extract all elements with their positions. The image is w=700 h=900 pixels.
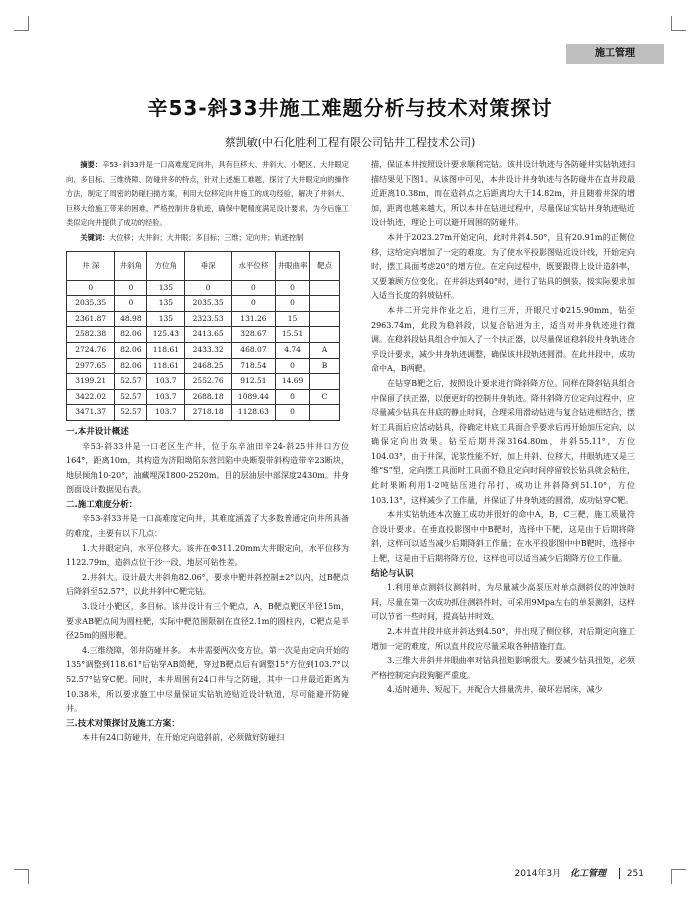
cell-displacement: 912.51 (231, 374, 275, 390)
cell-dogleg: 0 (276, 358, 310, 374)
keywords (66, 231, 349, 246)
header-depth: 井 深 (67, 251, 115, 280)
footer-date: 2014年3月 (514, 869, 562, 879)
table-row (67, 405, 340, 421)
paragraph-drop-section: 在钻穿B靶之后，按照设计要求进行降斜降方位。同样在降斜钻具组合中保留了扶正器，以便更好的控制井身轨迹。降井斜降方位定向过程中，应尽量减少钻具在井底的静止时间，合理采用滑动钻进与复合钻进相结合，摆好工具面后应活动钻具，待确定井底工具面合乎要求后再开始加压定向，以确保定向出效果。钻至后期井深3164.80m，井斜55.11°，方位104.03°，由于井深，泥浆性能不好，加上井斜、位移大，井眼轨迹又是三维“S”型，定向摆工具面时工具面不稳且定向时间停留较长钻具就会粘住，此时果断利用1-2吨钻压进行吊打，成功让井斜降到51.10°，方位103.13°，这样减少了工作量，并保证了井身轨迹的圆滑，成功钻穿C靶。 (371, 378, 635, 505)
table-row (67, 327, 340, 343)
cell-dogleg: 0 (276, 405, 310, 421)
right-column (371, 158, 635, 698)
cell-depth: 2582.38 (67, 327, 115, 343)
cell-displacement: 0 (231, 296, 275, 312)
keywords-text: 大位移；大井斜；大井眼；多目标；三维；定向井；轨迹控制 (109, 232, 304, 242)
cell-depth: 3422.02 (67, 389, 115, 405)
paragraph-kickoff: 本井于2023.27m开始定向，此时井斜4.50°，且有20.91m的正侧位移，这给定向增加了一定的难度。为了使水平投影图贴近设计线，开始定向时，摆工具面考虑20°的增方位。在定向过程中，既要跟得上设计造斜率，又要兼顾方位变化。在井斜达到40°时，进行了钻具的倒装，按实际要求加入适当长度的斜坡钻杆。 (371, 232, 635, 301)
table-row (67, 389, 340, 405)
cell-tvd: 2035.35 (185, 296, 231, 312)
paragraph-difficulty-3: 3.设计小靶区，多目标。该井设计有三个靶点，A，B靶点靶区半径15m，要求AB靶点间为圆柱靶，实际中靶范围限制在直径2.1m的圆柱内，C靶点是半径25m的圆形靶。 (66, 602, 349, 641)
heading-difficulty: 二.施工难度分析： (66, 499, 138, 510)
cell-target (310, 374, 340, 390)
section-tab: 施工管理 (566, 44, 664, 64)
paragraph-design-overview: 辛53-斜33井是一口老区生产井，位于东辛油田辛24-斜25井井口方位 164°，距离10m，其构造为济阳坳陷东营凹陷中央断裂带斜构造带辛23断块，地层倾角10-20°，油藏埋深1800-2520m。目的层油层中部深度2430m。井身剖面设计数据见右表。 (66, 441, 349, 495)
cell-displacement: 468.07 (231, 342, 275, 358)
cell-dogleg: 15 (276, 311, 310, 327)
paragraph-conclusion-3: 3.三维大井斜井井眼曲率对钻具扭矩影响很大。要减少钻具扭矩，必须严格控制定向段狗腿严重度。 (371, 656, 635, 680)
cell-target (310, 280, 340, 296)
cell-tvd: 2552.76 (185, 374, 231, 390)
cell-displacement: 131.26 (231, 311, 275, 327)
paragraph-scan-continued: 描，保证本井按照设计要求顺利完钻。该井设计轨迹与各防碰井实钻轨迹扫描结果见下图1。从该图中可见，本井设计井身轨迹与各防碰井在直井段最近距离10.38m，而在造斜点之后距离均大于14.82m，并且随着井深的增加，距离也越来越大，所以本井在钻进过程中，尽量保证实钻井身轨迹贴近设计轨迹，理论上可以避开周围的防碰井。 (371, 160, 635, 228)
cell-dogleg: 4.74 (276, 342, 310, 358)
abstract-text: 辛53-斜33井是一口高难度定向井，具有巨移大、井斜大、小靶区、大井眼定向、多目标、三维绕障、防碰井多的特点，针对上述施工难题，探讨了大井眼定向的操作方法，制定了周密的防碰扫描方案，利用大位移定向井施工的成功经验，解决了井斜大、巨移大给施工带来的困难，严格控制井身轨迹，确保中靶精度满足设计要求，为今后施工类似定向井提供了成功的经验。 (66, 160, 349, 228)
paragraph-difficulty-2: 2.井斜大。设计最大井斜角82.06°，要求中靶井斜控制±2°以内，过B靶点后降斜至52.57°，以此井斜中C靶完钻。 (66, 572, 349, 597)
footer-magazine-name: 化工管理 (570, 869, 607, 879)
cell-target: B (310, 358, 340, 374)
cell-inclination: 0 (115, 280, 147, 296)
article-title: 辛53-斜33井施工难题分析与技术对策探讨 (147, 96, 553, 120)
paragraph-conclusion-1: 1.利用单点测斜仪测斜时，为尽量减少高泵压对单点测斜仪的冲蚀时间，尽量在第一次成功抓住测斜件时，可采用9Mpa左右的单泵测斜，这样可以节省一些时间，提高钻井时效。 (371, 583, 635, 622)
footer-page-number: 251 (626, 869, 644, 879)
crop-mark-top-right (671, 16, 686, 31)
paragraph-conclusion-4: 4.适时通井、短起下，并配合大排量洗井，破坏岩屑床，减少 (387, 685, 603, 695)
cell-azimuth: 103.7 (147, 374, 185, 390)
crop-mark-bottom-right (671, 869, 686, 884)
cell-azimuth: 118.61 (147, 358, 185, 374)
cell-target: A (310, 342, 340, 358)
cell-target (310, 296, 340, 312)
header-displacement: 水平位移 (231, 251, 275, 280)
header-dogleg: 井眼曲率 (276, 251, 310, 280)
cell-azimuth: 103.7 (147, 405, 185, 421)
cell-tvd: 0 (185, 280, 231, 296)
cell-target: C (310, 389, 340, 405)
heading-countermeasures: 三.技术对策探讨及施工方案： (66, 718, 180, 729)
cell-inclination: 52.57 (115, 405, 147, 421)
cell-displacement: 328.67 (231, 327, 275, 343)
cell-azimuth: 125.43 (147, 327, 185, 343)
crop-mark-bottom-left (14, 869, 29, 884)
cell-target (310, 327, 340, 343)
cell-inclination: 48.98 (115, 311, 147, 327)
keywords-label: 关键词： (80, 232, 110, 242)
footer-separator (619, 868, 620, 879)
cell-dogleg: 15.51 (276, 327, 310, 343)
table-body (67, 280, 340, 420)
cell-azimuth: 135 (147, 296, 185, 312)
cell-tvd: 2468.25 (185, 358, 231, 374)
cell-azimuth: 118.61 (147, 342, 185, 358)
header-tvd: 垂深 (185, 251, 231, 280)
header-inclination: 井斜角 (115, 251, 147, 280)
cell-depth: 3471.37 (67, 405, 115, 421)
table-row (67, 342, 340, 358)
cell-dogleg: 14.69 (276, 374, 310, 390)
left-column (66, 158, 349, 746)
cell-target (310, 405, 340, 421)
cell-azimuth: 135 (147, 311, 185, 327)
cell-depth: 2361.87 (67, 311, 115, 327)
cell-displacement: 718.54 (231, 358, 275, 374)
cell-dogleg: 0 (276, 280, 310, 296)
cell-depth: 2977.65 (67, 358, 115, 374)
paragraph-difficulty-intro: 辛53-斜33井是一口高难度定向井，其难度涵盖了大多数普通定向井所具备的难度，主要有以下几点： (66, 514, 349, 539)
cell-displacement: 1089.44 (231, 389, 275, 405)
paragraph-countermeasures: 本井有24口防碰井，在开始定向造斜前，必须做好防碰扫 (82, 733, 285, 743)
cell-depth: 3199.21 (67, 374, 115, 390)
header-target: 靶点 (310, 251, 340, 280)
table-row (67, 280, 340, 296)
paragraph-conclusion-2: 2.本井直井段井底井斜达到4.50°，井出现了侧位移，对后期定向施工增加一定的难度，所以直井段应尽量采取各种措施打直。 (371, 627, 635, 651)
cell-inclination: 52.57 (115, 389, 147, 405)
cell-tvd: 2413.65 (185, 327, 231, 343)
paragraph-target-hits: 本井实钻轨迹本次施工成功并很好的命中A，B，C三靶，施工质量符合设计要求。在垂直投影图中中B靶时，选择中下靶，这是由于后期将降斜，这样可以适当减少后期降斜工作量；在水平投影图中中B靶时，选择中上靶，这是由于后期将降方位，这样也可以适当减少后期降方位工作量。 (371, 510, 635, 564)
table-row (67, 311, 340, 327)
cell-azimuth: 103.7 (147, 389, 185, 405)
cell-azimuth: 135 (147, 280, 185, 296)
page-footer (515, 866, 644, 879)
heading-design-overview: 一.本井设计概述 (66, 426, 129, 437)
table-row (67, 358, 340, 374)
cell-dogleg: 0 (276, 296, 310, 312)
header-azimuth: 方位角 (147, 251, 185, 280)
design-data-table (66, 251, 340, 421)
cell-dogleg: 0 (276, 389, 310, 405)
cell-depth: 0 (67, 280, 115, 296)
cell-displacement: 1128.63 (231, 405, 275, 421)
paragraph-third-spud: 本井二开完井作业之后，进行三开，开眼尺寸Φ215.90mm，钻至2963.74m，此段为稳斜段，以复合钻进为主，适当对井身轨迹进行微调。在稳斜段钻具组合中加入了一个扶正器，以尽量保证稳斜段井身轨迹合乎设计要求，减少井身轨迹调整，确保该井段轨迹圆滑。在此井段中，成功命中A，B两靶。 (371, 305, 635, 374)
author-line: 蔡凯敏(中石化胜利工程有限公司钻井工程技术公司) (224, 136, 476, 149)
abstract (66, 158, 349, 231)
abstract-label: 摘要： (80, 160, 103, 169)
paragraph-difficulty-4: 4.三维绕障，邻井防碰井多。 本井需要两次变方位，第一次是由定向开始的135°调整到118.61°后钻穿AB筒靶，穿过B靶点后有调整15°方位到103.7°以52.57°钻穿C靶。同时，本井周围有24口井与之防碰，其中一口井最近距离为10.38米，所以要求施工中尽量保证实钻轨迹贴近设计轨道，尽可能避开防碰井。 (66, 645, 349, 714)
cell-inclination: 82.06 (115, 327, 147, 343)
crop-mark-top-left (14, 16, 29, 31)
table-header-row (67, 251, 340, 280)
cell-tvd: 2323.53 (185, 311, 231, 327)
cell-inclination: 0 (115, 296, 147, 312)
cell-displacement: 0 (231, 280, 275, 296)
cell-target (310, 311, 340, 327)
cell-tvd: 2718.18 (185, 405, 231, 421)
paragraph-difficulty-1: 1.大井眼定向，水平位移大。该井在Φ311.20mm大井眼定向，水平位移为1122.79m，造斜点位于沙一段，地层可钻性差。 (66, 543, 349, 568)
table-row (67, 374, 340, 390)
cell-inclination: 82.06 (115, 358, 147, 374)
heading-conclusions: 结论与认识 (371, 568, 414, 579)
cell-inclination: 82.06 (115, 342, 147, 358)
cell-depth: 2724.76 (67, 342, 115, 358)
cell-tvd: 2688.18 (185, 389, 231, 405)
cell-inclination: 52.57 (115, 374, 147, 390)
cell-tvd: 2433.32 (185, 342, 231, 358)
table-row (67, 296, 340, 312)
cell-depth: 2035.35 (67, 296, 115, 312)
